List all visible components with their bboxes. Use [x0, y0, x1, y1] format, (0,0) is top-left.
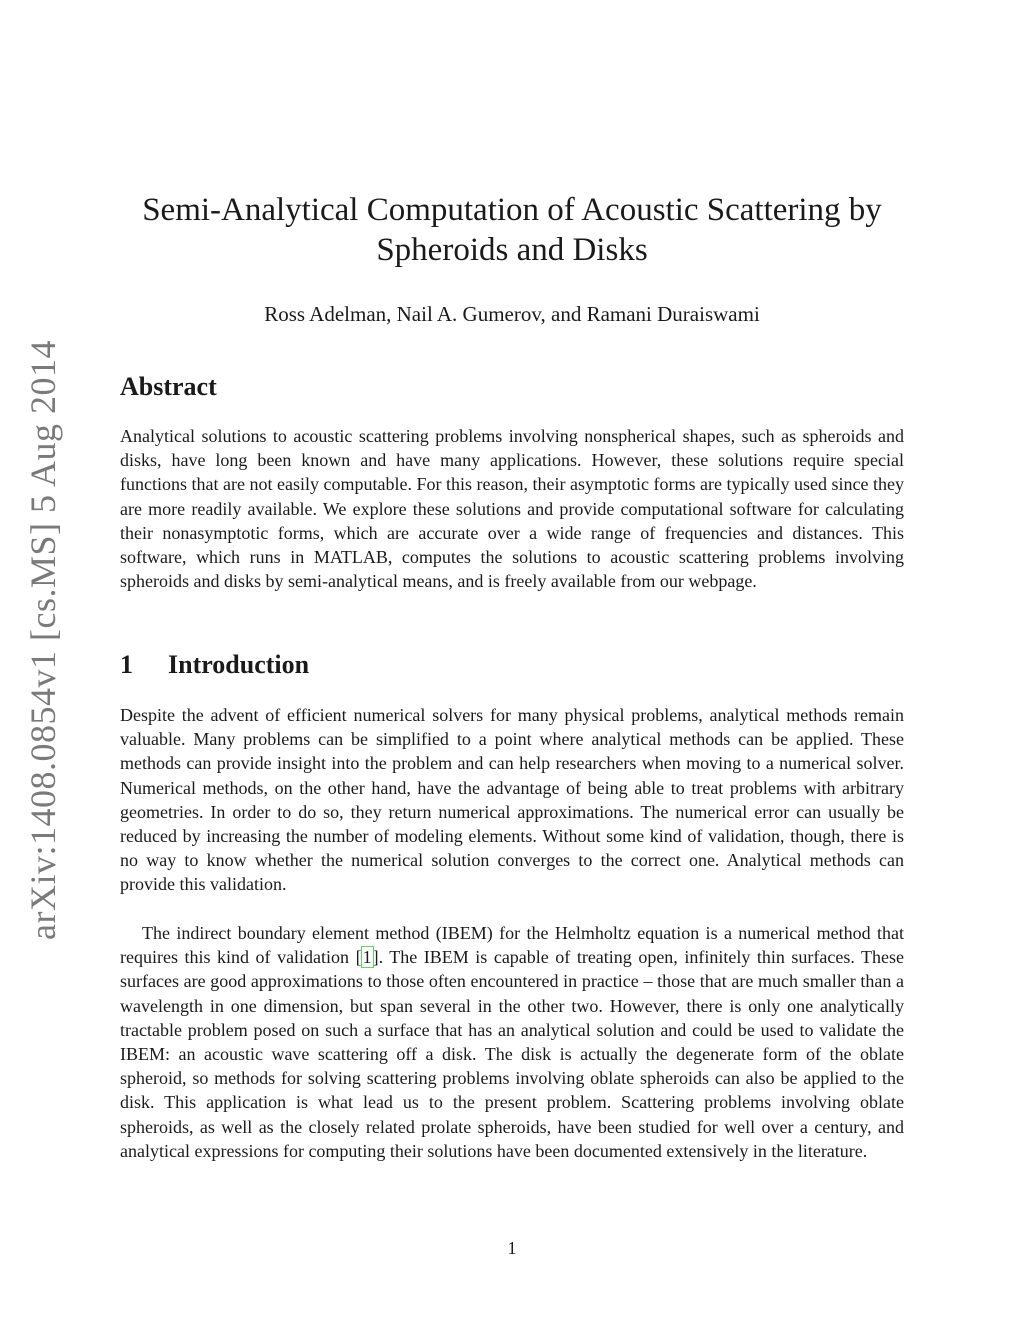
page-number: 1: [507, 1238, 517, 1258]
arxiv-stamp: [18, 340, 68, 940]
introduction-paragraph-1: Despite the advent of efficient numerical solvers for many physical problems, analytical methods remain valuable. Many problems can be simplified to a point where analytical methods can be applied. These methods can provide insight into the problem and can help researchers when moving to a numerical solver. Numerical methods, on the other hand, have the advantage of being able to treat problems with arbitrary geometries. In order to do so, they return numerical approximations. The numerical error can usually be reduced by increasing the number of modeling elements. Without some kind of validation, though, there is no way to know whether the numerical solution converges to the correct one. Analytical methods can provide this validation.: [120, 705, 904, 895]
abstract-text: Analytical solutions to acoustic scattering problems involving nonspherical shapes, such as spheroids and disks, have long been known and have many applications. However, these solutions require special functions that are not easily computable. For this reason, their asymptotic forms are typically used since they are more readily available. We explore these solutions and provide computational software for calculating their nonasymptotic forms, which are accurate over a wide range of frequencies and distances. This software, which runs in MATLAB, computes the solutions to acoustic scattering problems involving spheroids and disks by semi-analytical means, and is freely available from our webpage.: [120, 426, 904, 592]
arxiv-identifier: arXiv:1408.0854v1 [cs.MS] 5 Aug 2014: [23, 340, 64, 940]
introduction-paragraph-2: [120, 921, 904, 1163]
introduction-heading: [120, 650, 309, 680]
paragraph-text-end: ]. The IBEM is capable of treating open, infinitely thin surfaces. These surfaces are good approximations to those often encountered in practice – those that are much smaller than a wavelength in one dimension, but span several in the other two. However, there is only one analytically tractable problem posed on such a surface that has an analytical solution and could be used to validate the IBEM: an acoustic wave scattering off a disk. The disk is actually the degenerate form of the oblate spheroid, so methods for solving scattering problems involving oblate spheroids can also be applied to the disk. This application is what lead us to the present problem. Scattering problems involving oblate spheroids, as well as the closely related prolate spheroids, have been studied for well over a century, and analytical expressions for computing their solutions have been documented extensively in the literature.: [120, 947, 905, 1161]
author-list: Ross Adelman, Nail A. Gumerov, and Ramani Duraiswami: [264, 302, 760, 326]
citation-link[interactable]: 1: [362, 947, 372, 968]
abstract-heading: Abstract: [120, 372, 217, 401]
section-number: 1: [120, 650, 133, 679]
paper-title: Semi-Analytical Computation of Acoustic Scattering by Spheroids and Disks: [142, 192, 882, 268]
paragraph-text-start: The indirect boundary element method (IBEM) for the Helmholtz equation is a numerical method that requires this kind of validation [: [120, 923, 904, 968]
section-title: Introduction: [168, 650, 310, 679]
